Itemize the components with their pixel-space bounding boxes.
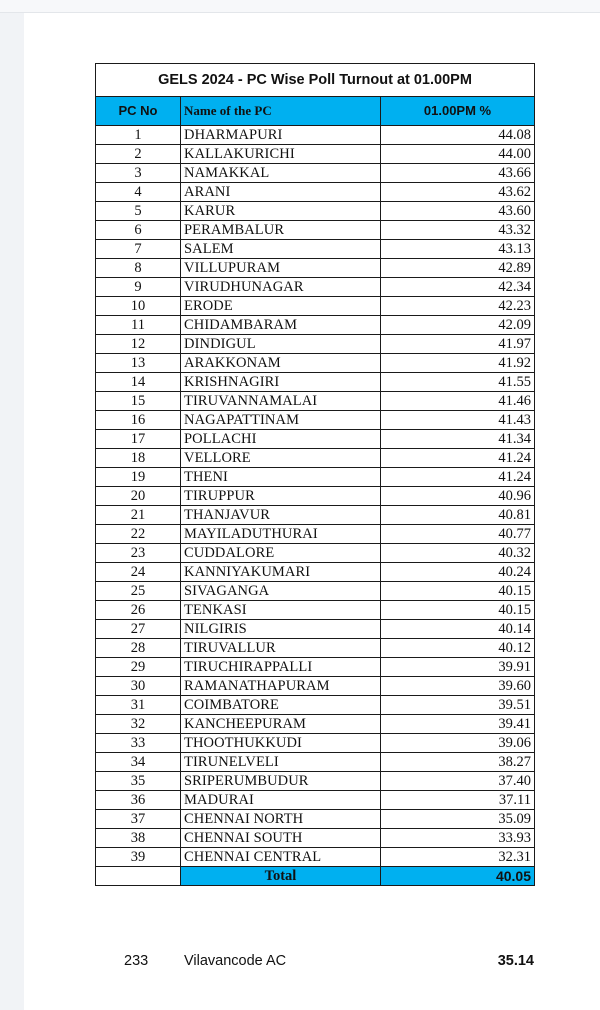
viewer-top-bar bbox=[0, 0, 600, 13]
pc-number-cell: 24 bbox=[96, 563, 181, 582]
pc-number-cell: 32 bbox=[96, 715, 181, 734]
table-row bbox=[96, 278, 535, 297]
turnout-percent-cell: 40.24 bbox=[381, 563, 535, 582]
pc-name-cell: TIRUPPUR bbox=[181, 487, 381, 506]
pc-number-cell: 26 bbox=[96, 601, 181, 620]
header-pc-no: PC No bbox=[96, 97, 181, 126]
turnout-percent-cell: 41.34 bbox=[381, 430, 535, 449]
header-pc-name: Name of the PC bbox=[181, 97, 381, 126]
table-row bbox=[96, 354, 535, 373]
pc-name-cell: TIRUCHIRAPPALLI bbox=[181, 658, 381, 677]
pc-name-cell: VILLUPURAM bbox=[181, 259, 381, 278]
turnout-percent-cell: 32.31 bbox=[381, 848, 535, 867]
table-row bbox=[96, 487, 535, 506]
pc-number-cell: 8 bbox=[96, 259, 181, 278]
table-row bbox=[96, 373, 535, 392]
pc-name-cell: NAGAPATTINAM bbox=[181, 411, 381, 430]
table-title-row bbox=[96, 64, 535, 97]
pc-name-cell: TIRUVANNAMALAI bbox=[181, 392, 381, 411]
pc-number-cell: 9 bbox=[96, 278, 181, 297]
pc-number-cell: 12 bbox=[96, 335, 181, 354]
turnout-percent-cell: 39.91 bbox=[381, 658, 535, 677]
turnout-percent-cell: 40.15 bbox=[381, 601, 535, 620]
turnout-percent-cell: 43.32 bbox=[381, 221, 535, 240]
pc-number-cell: 2 bbox=[96, 145, 181, 164]
pc-name-cell: DINDIGUL bbox=[181, 335, 381, 354]
pc-number-cell: 7 bbox=[96, 240, 181, 259]
turnout-percent-cell: 40.96 bbox=[381, 487, 535, 506]
turnout-percent-cell: 41.97 bbox=[381, 335, 535, 354]
turnout-percent-cell: 40.12 bbox=[381, 639, 535, 658]
pc-number-cell: 38 bbox=[96, 829, 181, 848]
pc-number-cell: 22 bbox=[96, 525, 181, 544]
turnout-percent-cell: 39.60 bbox=[381, 677, 535, 696]
turnout-percent-cell: 43.62 bbox=[381, 183, 535, 202]
pc-number-cell: 15 bbox=[96, 392, 181, 411]
turnout-percent-cell: 33.93 bbox=[381, 829, 535, 848]
pc-number-cell: 31 bbox=[96, 696, 181, 715]
pc-number-cell: 34 bbox=[96, 753, 181, 772]
pc-name-cell: PERAMBALUR bbox=[181, 221, 381, 240]
pc-name-cell: ARANI bbox=[181, 183, 381, 202]
table-row bbox=[96, 696, 535, 715]
turnout-percent-cell: 40.32 bbox=[381, 544, 535, 563]
table-row bbox=[96, 221, 535, 240]
total-empty-cell bbox=[96, 867, 181, 886]
table-row bbox=[96, 468, 535, 487]
pc-number-cell: 39 bbox=[96, 848, 181, 867]
turnout-percent-cell: 44.00 bbox=[381, 145, 535, 164]
table-row bbox=[96, 829, 535, 848]
turnout-percent-cell: 39.06 bbox=[381, 734, 535, 753]
pc-name-cell: TIRUNELVELI bbox=[181, 753, 381, 772]
pc-number-cell: 21 bbox=[96, 506, 181, 525]
pc-number-cell: 20 bbox=[96, 487, 181, 506]
pc-number-cell: 36 bbox=[96, 791, 181, 810]
pc-name-cell: MAYILADUTHURAI bbox=[181, 525, 381, 544]
table-row bbox=[96, 620, 535, 639]
turnout-percent-cell: 42.23 bbox=[381, 297, 535, 316]
table-row bbox=[96, 297, 535, 316]
table-title: GELS 2024 - PC Wise Poll Turnout at 01.00PM bbox=[96, 64, 535, 97]
pc-number-cell: 16 bbox=[96, 411, 181, 430]
turnout-percent-cell: 42.09 bbox=[381, 316, 535, 335]
pc-number-cell: 27 bbox=[96, 620, 181, 639]
table-row bbox=[96, 791, 535, 810]
pc-name-cell: SRIPERUMBUDUR bbox=[181, 772, 381, 791]
pc-name-cell: TENKASI bbox=[181, 601, 381, 620]
pc-name-cell: CHENNAI CENTRAL bbox=[181, 848, 381, 867]
pc-name-cell: KRISHNAGIRI bbox=[181, 373, 381, 392]
table-row bbox=[96, 772, 535, 791]
pc-number-cell: 13 bbox=[96, 354, 181, 373]
pc-name-cell: KALLAKURICHI bbox=[181, 145, 381, 164]
table-row bbox=[96, 658, 535, 677]
turnout-percent-cell: 42.34 bbox=[381, 278, 535, 297]
pc-name-cell: THANJAVUR bbox=[181, 506, 381, 525]
pc-name-cell: SALEM bbox=[181, 240, 381, 259]
pc-name-cell: KANNIYAKUMARI bbox=[181, 563, 381, 582]
pc-number-cell: 29 bbox=[96, 658, 181, 677]
ac-name: Vilavancode AC bbox=[184, 953, 287, 969]
table-row bbox=[96, 506, 535, 525]
table-row bbox=[96, 449, 535, 468]
pc-number-cell: 23 bbox=[96, 544, 181, 563]
turnout-percent-cell: 40.15 bbox=[381, 582, 535, 601]
pc-number-cell: 10 bbox=[96, 297, 181, 316]
table-row bbox=[96, 202, 535, 221]
turnout-percent-cell: 44.08 bbox=[381, 126, 535, 145]
pc-name-cell: CHIDAMBARAM bbox=[181, 316, 381, 335]
table-row bbox=[96, 392, 535, 411]
table-row bbox=[96, 639, 535, 658]
table-row bbox=[96, 240, 535, 259]
table-row bbox=[96, 525, 535, 544]
turnout-percent-cell: 37.40 bbox=[381, 772, 535, 791]
pc-number-cell: 19 bbox=[96, 468, 181, 487]
turnout-percent-cell: 43.66 bbox=[381, 164, 535, 183]
pc-name-cell: NAMAKKAL bbox=[181, 164, 381, 183]
pc-name-cell: DHARMAPURI bbox=[181, 126, 381, 145]
pc-name-cell: TIRUVALLUR bbox=[181, 639, 381, 658]
pc-name-cell: CHENNAI SOUTH bbox=[181, 829, 381, 848]
turnout-percent-cell: 38.27 bbox=[381, 753, 535, 772]
pc-number-cell: 11 bbox=[96, 316, 181, 335]
table-row bbox=[96, 582, 535, 601]
table-row bbox=[96, 164, 535, 183]
assembly-constituency-line bbox=[124, 953, 534, 973]
pc-number-cell: 6 bbox=[96, 221, 181, 240]
total-label: Total bbox=[181, 867, 381, 886]
pc-number-cell: 5 bbox=[96, 202, 181, 221]
table-row bbox=[96, 563, 535, 582]
total-value: 40.05 bbox=[381, 867, 535, 886]
turnout-percent-cell: 40.14 bbox=[381, 620, 535, 639]
pc-number-cell: 35 bbox=[96, 772, 181, 791]
turnout-percent-cell: 42.89 bbox=[381, 259, 535, 278]
pc-number-cell: 18 bbox=[96, 449, 181, 468]
pc-name-cell: CUDDALORE bbox=[181, 544, 381, 563]
turnout-percent-cell: 39.51 bbox=[381, 696, 535, 715]
table-row bbox=[96, 126, 535, 145]
table-row bbox=[96, 715, 535, 734]
pc-name-cell: KANCHEEPURAM bbox=[181, 715, 381, 734]
pc-name-cell: COIMBATORE bbox=[181, 696, 381, 715]
turnout-percent-cell: 35.09 bbox=[381, 810, 535, 829]
pc-name-cell: NILGIRIS bbox=[181, 620, 381, 639]
table-row bbox=[96, 601, 535, 620]
ac-turnout-value: 35.14 bbox=[497, 953, 534, 969]
pc-name-cell: SIVAGANGA bbox=[181, 582, 381, 601]
turnout-percent-cell: 41.43 bbox=[381, 411, 535, 430]
table-row bbox=[96, 848, 535, 867]
pc-number-cell: 28 bbox=[96, 639, 181, 658]
pc-name-cell: CHENNAI NORTH bbox=[181, 810, 381, 829]
total-row bbox=[96, 867, 535, 886]
pc-number-cell: 14 bbox=[96, 373, 181, 392]
turnout-percent-cell: 41.24 bbox=[381, 449, 535, 468]
pc-name-cell: VIRUDHUNAGAR bbox=[181, 278, 381, 297]
table-row bbox=[96, 316, 535, 335]
pc-number-cell: 3 bbox=[96, 164, 181, 183]
pc-name-cell: POLLACHI bbox=[181, 430, 381, 449]
table-row bbox=[96, 677, 535, 696]
document-page bbox=[24, 13, 600, 1010]
table-row bbox=[96, 259, 535, 278]
pc-name-cell: VELLORE bbox=[181, 449, 381, 468]
turnout-percent-cell: 37.11 bbox=[381, 791, 535, 810]
table-row bbox=[96, 145, 535, 164]
pc-name-cell: ARAKKONAM bbox=[181, 354, 381, 373]
turnout-percent-cell: 41.55 bbox=[381, 373, 535, 392]
pc-name-cell: MADURAI bbox=[181, 791, 381, 810]
pc-number-cell: 17 bbox=[96, 430, 181, 449]
pc-name-cell: KARUR bbox=[181, 202, 381, 221]
pc-number-cell: 4 bbox=[96, 183, 181, 202]
table-row bbox=[96, 411, 535, 430]
table-row bbox=[96, 753, 535, 772]
pc-name-cell: ERODE bbox=[181, 297, 381, 316]
turnout-percent-cell: 39.41 bbox=[381, 715, 535, 734]
pc-number-cell: 33 bbox=[96, 734, 181, 753]
turnout-percent-cell: 41.92 bbox=[381, 354, 535, 373]
poll-turnout-table bbox=[95, 63, 535, 886]
pc-number-cell: 37 bbox=[96, 810, 181, 829]
table-row bbox=[96, 544, 535, 563]
header-turnout-percent: 01.00PM % bbox=[381, 97, 535, 126]
table-row bbox=[96, 335, 535, 354]
table-row bbox=[96, 734, 535, 753]
pc-name-cell: THENI bbox=[181, 468, 381, 487]
pc-number-cell: 30 bbox=[96, 677, 181, 696]
table-row bbox=[96, 430, 535, 449]
table-row bbox=[96, 183, 535, 202]
turnout-percent-cell: 43.60 bbox=[381, 202, 535, 221]
pc-number-cell: 25 bbox=[96, 582, 181, 601]
turnout-percent-cell: 40.77 bbox=[381, 525, 535, 544]
pc-number-cell: 1 bbox=[96, 126, 181, 145]
ac-number: 233 bbox=[124, 953, 149, 969]
turnout-percent-cell: 43.13 bbox=[381, 240, 535, 259]
pc-name-cell: RAMANATHAPURAM bbox=[181, 677, 381, 696]
turnout-percent-cell: 41.46 bbox=[381, 392, 535, 411]
table-row bbox=[96, 810, 535, 829]
turnout-percent-cell: 41.24 bbox=[381, 468, 535, 487]
table-header-row bbox=[96, 97, 535, 126]
pc-name-cell: THOOTHUKKUDI bbox=[181, 734, 381, 753]
turnout-percent-cell: 40.81 bbox=[381, 506, 535, 525]
